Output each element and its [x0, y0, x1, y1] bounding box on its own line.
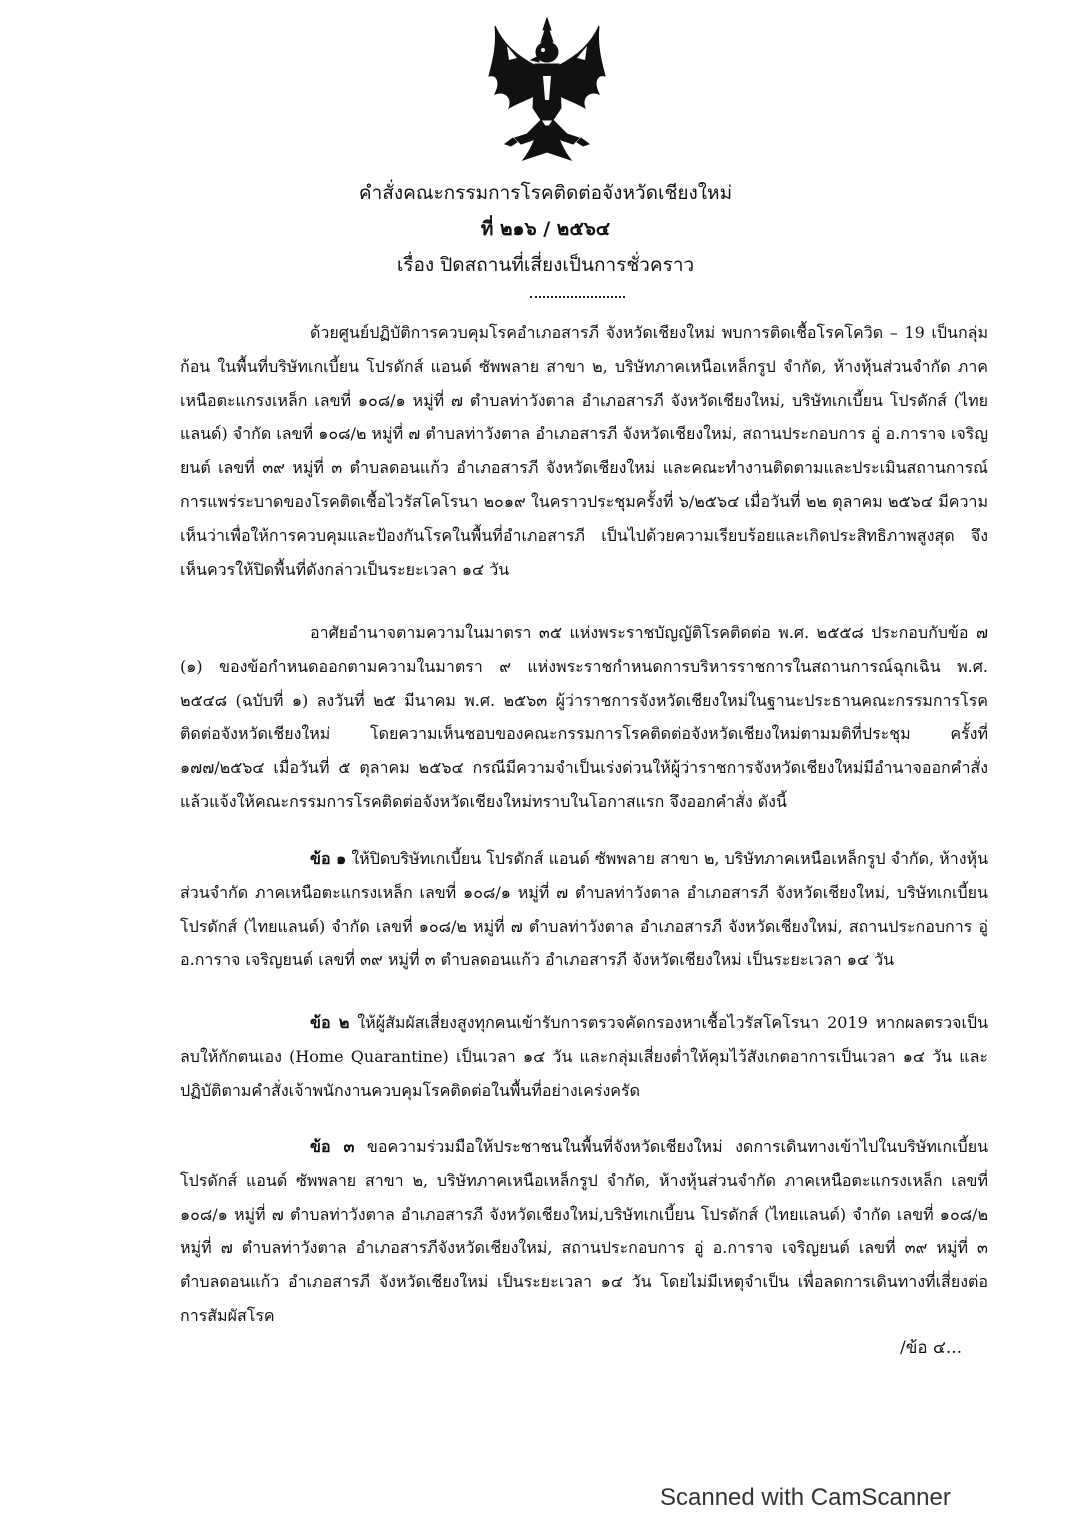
clause-label: ข้อ ๓: [310, 1137, 355, 1156]
paragraph-authority: [180, 616, 988, 819]
paragraph-text: อาศัยอำนาจตามความในมาตรา ๓๕ แห่งพระราชบัญญัติโรคติดต่อ พ.ศ. ๒๕๕๘ ประกอบกับข้อ ๗ (๑) ของข้อกำหนดออกตามความในมาตรา ๙ แห่งพระราชกำหนดการบริหารราชการในสถานการณ์ฉุกเฉิน พ.ศ. ๒๕๔๘ (ฉบับที่ ๑) ลงวันที่ ๒๕ มีนาคม พ.ศ. ๒๕๖๓ ผู้ว่าราชการจังหวัดเชียงใหม่ในฐานะประธานคณะกรรมการโรคติดต่อจังหวัดเชียงใหม่ โดยความเห็นชอบของคณะกรรมการโรคติดต่อจังหวัดเชียงใหม่ตามมติที่ประชุม ครั้งที่ ๑๗๗/๒๕๖๔ เมื่อวันที่ ๕ ตุลาคม ๒๕๖๔ กรณีมีความจำเป็นเร่งด่วนให้ผู้ว่าราชการจังหวัดเชียงใหม่มีอำนาจออกคำสั่ง แล้วแจ้งให้คณะกรรมการโรคติดต่อจังหวัดเชียงใหม่ทราบในโอกาสแรก จึงออกคำสั่ง ดังนี้: [180, 623, 988, 811]
clause-label: ข้อ ๒: [310, 1013, 350, 1032]
paragraph-clause-3: [180, 1130, 988, 1333]
paragraph-text: ให้ปิดบริษัทเกเบี้ยน โปรดักส์ แอนด์ ซัพพลาย สาขา ๒, บริษัทภาคเหนือเหล็กรูป จำกัด, ห้างหุ้นส่วนจำกัด ภาคเหนือตะแกรงเหล็ก เลขที่ ๑๐๘/๑ หมู่ที่ ๗ ตำบลท่าวังตาล อำเภอสารภี จังหวัดเชียงใหม่, บริษัทเกเบี้ยน โปรดักส์ (ไทยแลนด์) จำกัด เลขที่ ๑๐๘/๒ หมู่ที่ ๗ ตำบลท่าวังตาล อำเภอสารภี จังหวัดเชียงใหม่, สถานประกอบการ อู่ อ.การาจ เจริญยนต์ เลขที่ ๓๙ หมู่ที่ ๓ ตำบลดอนแก้ว อำเภอสารภี จังหวัดเชียงใหม่ เป็นระยะเวลา ๑๔ วัน: [180, 849, 989, 970]
paragraph-clause-2: [180, 1006, 988, 1107]
paragraph-clause-1: [180, 842, 988, 977]
document-title: คำสั่งคณะกรรมการโรคติดต่อจังหวัดเชียงใหม่: [358, 182, 733, 204]
clause-label: ข้อ ๑: [310, 849, 347, 868]
paragraph-text: ขอความร่วมมือให้ประชาชนในพื้นที่จังหวัดเชียงใหม่ งดการเดินทางเข้าไปในบริษัทเกเบี้ยน โปรดักส์ แอนด์ ซัพพลาย สาขา ๒, บริษัทภาคเหนือเหล็กรูป จำกัด, ห้างหุ้นส่วนจำกัด ภาคเหนือตะแกรงเหล็ก เลขที่ ๑๐๘/๑ หมู่ที่ ๗ ตำบลท่าวังตาล อำเภอสารภี จังหวัดเชียงใหม่,บริษัทเกเบี้ยน โปรดักส์ (ไทยแลนด์) จำกัด เลขที่ ๑๐๘/๒ หมู่ที่ ๗ ตำบลท่าวังตาล อำเภอสารภีจังหวัดเชียงใหม่, สถานประกอบการ อู่ อ.การาจ เจริญยนต์ เลขที่ ๓๙ หมู่ที่ ๓ ตำบลดอนแก้ว อำเภอสารภี จังหวัดเชียงใหม่ เป็นระยะเวลา ๑๔ วัน โดยไม่มีเหตุจำเป็น เพื่อลดการเดินทางที่เสี่ยงต่อการสัมผัสโรค: [180, 1137, 988, 1325]
page-continuation: /ข้อ ๔...: [900, 1338, 963, 1358]
scanner-watermark: Scanned with CamScanner: [660, 1484, 951, 1511]
dotted-divider: [530, 296, 625, 298]
paragraph-preamble: [180, 316, 988, 586]
paragraph-text: ด้วยศูนย์ปฏิบัติการควบคุมโรคอำเภอสารภี จังหวัดเชียงใหม่ พบการติดเชื้อโรคโควิด – 19 เป็นกลุ่มก้อน ในพื้นที่บริษัทเกเบี้ยน โปรดักส์ แอนด์ ซัพพลาย สาขา ๒, บริษัทภาคเหนือเหล็กรูป จำกัด, ห้างหุ้นส่วนจำกัด ภาคเหนือตะแกรงเหล็ก เลขที่ ๑๐๘/๑ หมู่ที่ ๗ ตำบลท่าวังตาล อำเภอสารภี จังหวัดเชียงใหม่, บริษัทเกเบี้ยน โปรดักส์ (ไทยแลนด์) จำกัด เลขที่ ๑๐๘/๒ หมู่ที่ ๗ ตำบลท่าวังตาล อำเภอสารภี จังหวัดเชียงใหม่, สถานประกอบการ อู่ อ.การาจ เจริญยนต์ เลขที่ ๓๙ หมู่ที่ ๓ ตำบลดอนแก้ว อำเภอสารภี จังหวัดเชียงใหม่ และคณะทำงานติดตามและประเมินสถานการณ์การแพร่ระบาดของโรคติดเชื้อไวรัสโคโรนา ๒๐๑๙ ในคราวประชุมครั้งที่ ๖/๒๕๖๔ เมื่อวันที่ ๒๒ ตุลาคม ๒๕๖๔ มีความเห็นว่าเพื่อให้การควบคุมและป้องกันโรคในพื้นที่อำเภอสารภี เป็นไปด้วยความเรียบร้อยและเกิดประสิทธิภาพสูงสุด จึงเห็นควรให้ปิดพื้นที่ดังกล่าวเป็นระยะเวลา ๑๔ วัน: [180, 323, 988, 579]
document-subject: เรื่อง ปิดสถานที่เสี่ยงเป็นการชั่วคราว: [396, 254, 695, 276]
paragraph-text: ให้ผู้สัมผัสเสี่ยงสูงทุกคนเข้ารับการตรวจคัดกรองหาเชื้อไวรัสโคโรนา 2019 หากผลตรวจเป็นลบให้กักตนเอง (Home Quarantine) เป็นเวลา ๑๔ วัน และกลุ่มเสี่ยงต่ำให้คุมไว้สังเกตอาการเป็นเวลา ๑๔ วัน และปฏิบัติตามคำสั่งเจ้าพนักงานควบคุมโรคติดต่อในพื้นที่อย่างเคร่งครัด: [180, 1013, 989, 1100]
garuda-emblem-icon: [487, 16, 607, 162]
document-number: ที่ ๒๑๖ / ๒๕๖๔: [480, 218, 611, 240]
